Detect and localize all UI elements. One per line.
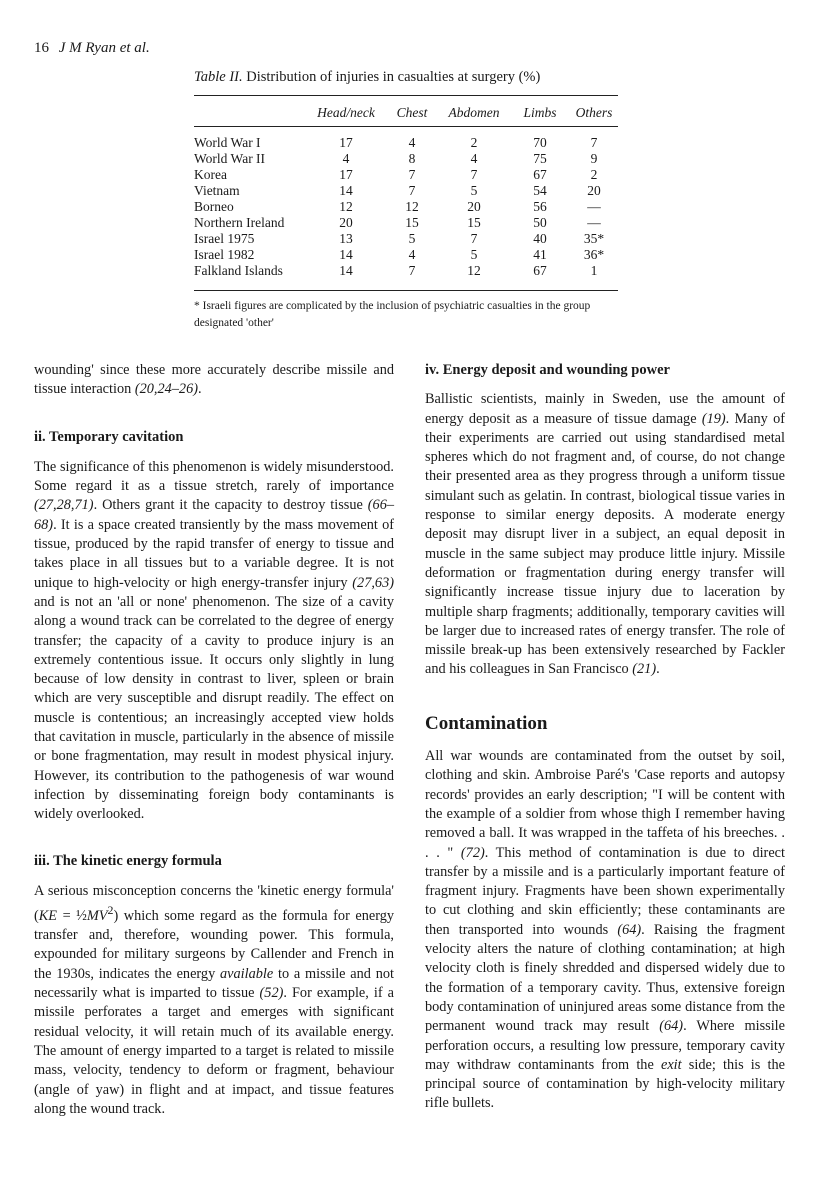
citation: (21) <box>632 661 657 678</box>
cell: 67 <box>533 263 547 278</box>
citation: (52) <box>259 985 284 1002</box>
table-caption-text: Distribution of injuries in casualties at surgery (%) <box>246 69 541 85</box>
cell: 4 <box>408 247 416 262</box>
section-heading-temporary-cavitation: ii. Temporary cavitation <box>34 428 184 445</box>
kinetic-energy-paragraph: A serious misconception concerns the 'kinetic energy formula' $(KE = \frac{1}{2}MV^2)$ which some regard as the formula for energy transfer and, therefore, wounding power. This formula, expounded for military surgeons by Callender and French in the 1930s, indicates the energy available to a missile and not necessarily what is imparted to tissue (52). For example, if a missile perforates a target and emerges with significant residual velocity, it will retain much of its available energy. The amount of energy imparted to a target is related to missile mass, velocity, tendency to deform or fragment, behaviour (angle of yaw) in flight and at impact, and tissue features along the wound track. <box>34 882 394 1117</box>
table-row <box>194 231 618 247</box>
emphasis-available: available <box>220 965 274 982</box>
citation: (72) <box>460 844 485 861</box>
cell: 7 <box>408 167 416 182</box>
cell: 75 <box>533 151 547 166</box>
formula-ke: KE <box>38 907 58 924</box>
cell: 14 <box>339 183 353 198</box>
cell: 14 <box>339 263 353 278</box>
cell: 7 <box>408 183 416 198</box>
cell: 67 <box>533 167 547 182</box>
cell: 70 <box>533 135 547 150</box>
citation: (27,63) <box>352 574 394 591</box>
intro-paragraph: wounding' since these more accurately describe missile and tissue interaction (20,24–26). <box>34 362 394 398</box>
cell: 2 <box>590 167 598 182</box>
cell: 12 <box>339 199 353 214</box>
table-caption-label: Table II. <box>194 69 243 85</box>
cell: 15 <box>467 215 481 230</box>
formula-mv: MV <box>86 907 108 924</box>
cell: 5 <box>408 231 416 246</box>
cell: 40 <box>533 231 547 246</box>
table-row <box>194 151 618 167</box>
citation: (64) <box>659 1018 684 1035</box>
cell: 12 <box>405 199 419 214</box>
table-row <box>194 215 618 231</box>
cell: 56 <box>533 199 547 214</box>
row-label: Falkland Islands <box>194 263 283 278</box>
cell: 20 <box>467 199 481 214</box>
cell: 41 <box>533 247 547 262</box>
page-number: 16 <box>34 40 49 56</box>
cell: 17 <box>339 167 353 182</box>
left-column <box>34 361 394 1119</box>
cell: 20 <box>339 215 353 230</box>
row-label: Northern Ireland <box>194 215 285 230</box>
cell: 7 <box>470 167 478 182</box>
cell: 5 <box>470 183 478 198</box>
row-label: Israel 1975 <box>194 231 255 246</box>
cell: 7 <box>470 231 478 246</box>
cell: 4 <box>470 151 478 166</box>
cell: 13 <box>339 231 353 246</box>
table-bottom-rule <box>194 290 618 291</box>
table-row <box>194 199 618 215</box>
energy-deposit-paragraph: Ballistic scientists, mainly in Sweden, use the amount of energy deposit as a measure of tissue damage (19). Many of their experiments are carried out using standardised metal spheres which do not fragment and, of course, do not change their presented area as they progress through a uniform tissue simulant such as gelatin. In contrast, biological tissue varies in response to similar energy deposits. A moderate energy deposit may disrupt liver in a subject, an equal deposit in muscle in the same subject may produce little injury. Missile deformation or fragmentation during energy transfer will significantly increase tissue injury due to laceration by multiple sharp fragments; additionally, temporary cavities will be larger due to increased rates of energy transfer. The role of missile break-up has been extensively researched by Fackler and his colleagues in San Francisco (21). <box>425 391 785 678</box>
section-heading-kinetic-energy: iii. The kinetic energy formula <box>34 852 222 869</box>
temporary-cavitation-paragraph: The significance of this phenomenon is widely misunderstood. Some regard it as a tissue stretch, rarely of importance (27,28,71). Others grant it the capacity to destroy tissue (66–68). It is a space created transiently by the mass movement of tissue, produced by the rapid transfer of energy to tissue and takes place in all tissues but to a variable degree. It is not unique to high-velocity or high energy-transfer injury (27,63) and is not an 'all or none' phenomenon. The size of a cavity along a wound track can be correlated to the degree of energy transfer; the capacity of a cavity to produce injury is an extremely contentious issue. It occurs only slightly in lung because of low density in contrast to liver, spleen or brain which are very susceptible and disrupt readily. The effect on muscle is contentious; an increasingly accepted view holds that cavitation in muscle, particularly in the absence of missile or bone fragmentation, may result in modest physical injury. However, its contribution to the pathogenesis of war wound infection by disseminating foreign body contaminants is widely overlooked. <box>34 458 394 823</box>
cell: 14 <box>339 247 353 262</box>
emphasis-exit: exit <box>660 1056 682 1073</box>
cell: 17 <box>339 135 353 150</box>
citation: (64) <box>617 921 642 938</box>
cell: 8 <box>408 151 416 166</box>
formula-exponent: 2 <box>107 903 114 918</box>
running-authors: J M Ryan et al. <box>58 40 150 56</box>
cell: 9 <box>590 151 598 166</box>
cell: 2 <box>470 135 478 150</box>
row-label: Israel 1982 <box>194 247 255 262</box>
table-row <box>194 183 618 199</box>
table-header-others: Others <box>575 105 613 120</box>
right-column <box>425 361 785 1114</box>
injury-distribution-table <box>194 103 618 279</box>
cell: 4 <box>342 151 350 166</box>
cell: — <box>587 199 601 214</box>
section-heading-contamination: Contamination <box>425 712 548 734</box>
table-row <box>194 263 618 279</box>
table-header-limbs: Limbs <box>523 105 557 120</box>
section-heading-energy-deposit: iv. Energy deposit and wounding power <box>425 362 670 378</box>
table-row <box>194 247 618 263</box>
contamination-paragraph: All war wounds are contaminated from the outset by soil, clothing and skin. Ambroise Paré's 'Case reports and autopsy records' provides an early description; "I will be content with the example of a soldier from whose thigh I remember having removed a ball. It was wrapped in the taffeta of his breeches. . . . " (72). This method of contamination is due to direct transfer by a missile and is a particularly important feature of fragment injury. Fragments have been shown experimentally to cut clothing and skin efficiently; these contaminants are then transported into wounds (64). Raising the fragment velocity alters the nature of clothing contamination; at high velocity cloth is finely shredded and dispersed widely due to the formation of a temporary cavity. Thus, extensive foreign body contamination of uninjured areas some distance from the permanent wound track may result (64). Where missile perforation occurs, a resulting low pressure, temporary cavity may withdraw contaminants from the exit side; this is the principal source of contamination by high-velocity military rifle bullets. <box>425 748 785 1112</box>
cell: 20 <box>587 183 601 198</box>
cell: 36* <box>583 247 605 262</box>
table-header-head-neck: Head/neck <box>317 105 375 120</box>
table-header-chest: Chest <box>396 105 428 120</box>
citation: (27,28,71) <box>34 497 94 514</box>
cell: 7 <box>590 135 598 150</box>
citation: (20,24–26) <box>134 381 198 398</box>
table-caption <box>194 69 540 86</box>
table-header-row <box>194 103 618 123</box>
running-header <box>34 40 150 57</box>
cell: 7 <box>408 263 416 278</box>
row-label: Vietnam <box>194 183 240 198</box>
cell: 50 <box>533 215 547 230</box>
row-label: World War I <box>194 135 261 150</box>
table-top-rule <box>194 95 618 96</box>
table-row <box>194 135 618 151</box>
citation: (19) <box>701 410 726 427</box>
cell: 54 <box>533 183 547 198</box>
cell: 12 <box>467 263 481 278</box>
row-label: Korea <box>194 167 227 182</box>
cell: 15 <box>405 215 419 230</box>
table-row <box>194 167 618 183</box>
cell: 1 <box>590 263 598 278</box>
table-footnote: * Israeli figures are complicated by the inclusion of psychiatric casualties in the group designated 'other' <box>194 300 591 329</box>
row-label: Borneo <box>194 199 234 214</box>
cell: 35* <box>583 231 605 246</box>
formula-half: ½ <box>76 907 87 924</box>
cell: — <box>587 215 601 230</box>
table-header-abdomen: Abdomen <box>448 105 500 120</box>
cell: 5 <box>470 247 478 262</box>
row-label: World War II <box>194 151 266 166</box>
citation: (66–68) <box>34 497 394 533</box>
cell: 4 <box>408 135 416 150</box>
table-header-blank <box>194 103 306 123</box>
